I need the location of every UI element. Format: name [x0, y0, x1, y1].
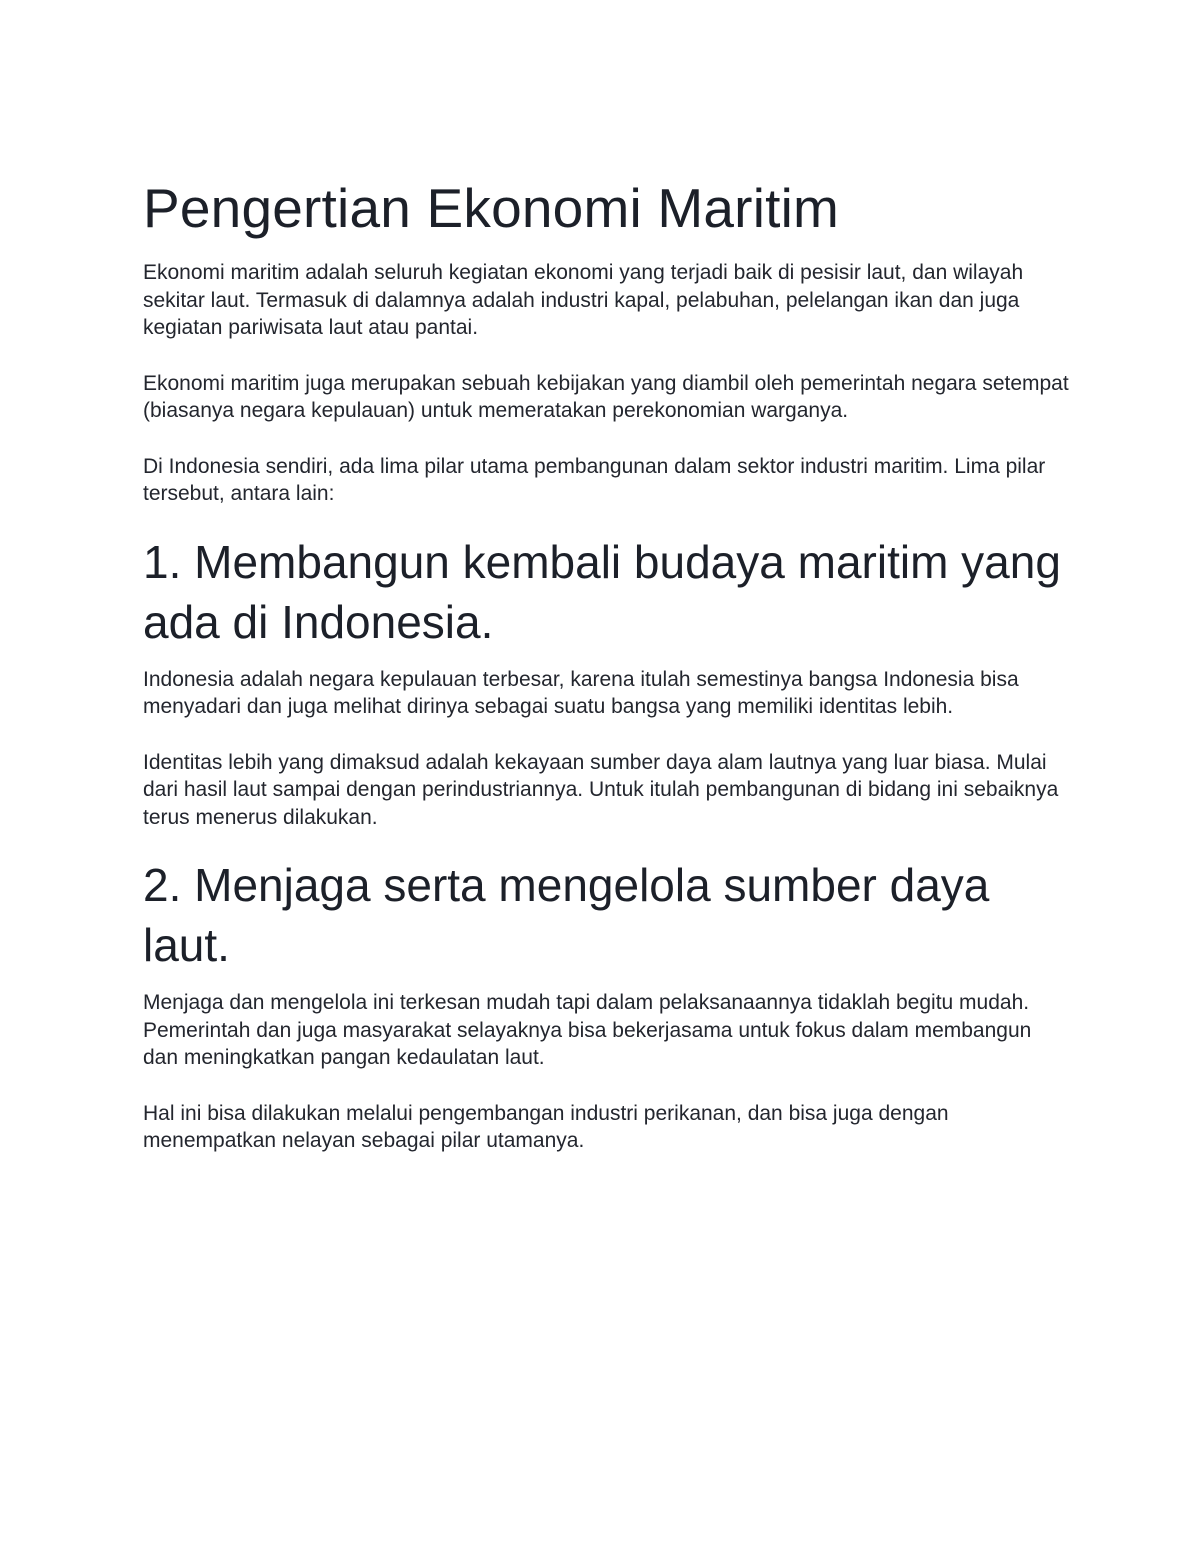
paragraph-spacer [143, 1072, 1070, 1100]
paragraph-spacer [143, 425, 1070, 453]
paragraph-spacer [143, 721, 1070, 749]
section-1-paragraph-2: Identitas lebih yang dimaksud adalah kekayaan sumber daya alam lautnya yang luar biasa. Mulai dari hasil laut sampai dengan perindustriannya. Untuk itulah pembangunan di bidang ini sebaiknya terus menerus dilakukan. [143, 750, 1059, 829]
section-1-heading: 1. Membangun kembali budaya maritim yang ada di Indonesia. [143, 535, 1061, 648]
intro-paragraph-3: Di Indonesia sendiri, ada lima pilar utama pembangunan dalam sektor industri maritim. Lima pilar tersebut, antara lain: [143, 454, 1046, 505]
section-spacer [143, 508, 1070, 532]
section-2-paragraph-2: Hal ini bisa dilakukan melalui pengembangan industri perikanan, dan bisa juga dengan menempatkan nelayan sebagai pilar utamanya. [143, 1101, 949, 1152]
section-1-paragraph-1: Indonesia adalah negara kepulauan terbesar, karena itulah semestinya bangsa Indonesia bisa menyadari dan juga melihat dirinya sebagai suatu bangsa yang memiliki identitas lebih. [143, 667, 1019, 718]
section-2-heading: 2. Menjaga serta mengelola sumber daya laut. [143, 859, 990, 971]
document-title: Pengertian Ekonomi Maritim [143, 177, 840, 239]
paragraph-spacer [143, 342, 1070, 370]
section-spacer [143, 831, 1070, 855]
intro-paragraph-1: Ekonomi maritim adalah seluruh kegiatan ekonomi yang terjadi baik di pesisir laut, dan wilayah sekitar laut. Termasuk di dalamnya adalah industri kapal, pelabuhan, pelelangan ikan dan juga kegiatan pariwisata laut atau pantai. [143, 261, 1024, 339]
section-2-paragraph-1: Menjaga dan mengelola ini terkesan mudah tapi dalam pelaksanaannya tidaklah begitu mudah. Pemerintah dan juga masyarakat selayaknya bisa bekerjasama untuk fokus dalam membangun dan meningkatkan pangan kedaulatan laut. [143, 991, 1032, 1069]
intro-paragraph-2: Ekonomi maritim juga merupakan sebuah kebijakan yang diambil oleh pemerintah negara setempat (biasanya negara kepulauan) untuk memeratakan perekonomian warganya. [143, 371, 1069, 422]
